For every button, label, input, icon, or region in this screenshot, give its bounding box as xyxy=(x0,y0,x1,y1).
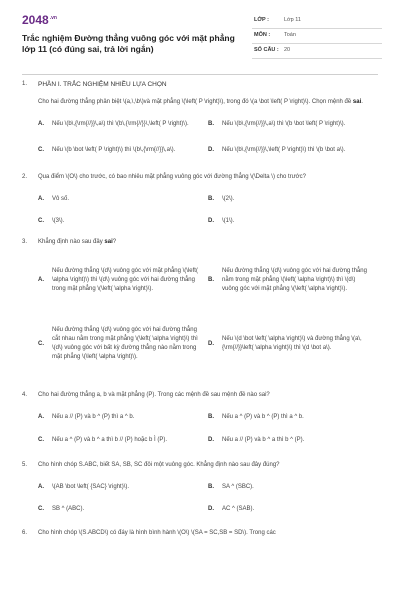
options xyxy=(38,406,378,452)
options xyxy=(38,111,378,163)
option-a[interactable]: A. Vô số. xyxy=(38,195,70,202)
page-title: Trắc nghiệm Đường thẳng vuông góc với mặt phẳng lớp 11 (có đúng sai, trả lời ngắn) xyxy=(22,33,235,54)
option-a[interactable]: A. Nếu \(b\,{\rm{//}}\,a\) thì \(b\,{\rm{//}}\,\left( P \right)\). xyxy=(38,120,189,127)
option-b[interactable]: B. Nếu đường thẳng \(d\) vuông góc với hai đường thẳng nằm trong mặt phẳng \(\left( \alpha \right)\) thì \(d\) vuông góc với mặt phẳng \(\left( \alpha \right)\). xyxy=(208,267,367,292)
question-number: 4. xyxy=(22,392,28,398)
header-divider xyxy=(22,74,378,75)
question-list xyxy=(22,80,378,538)
question-2 xyxy=(22,173,378,232)
quiz-meta xyxy=(252,14,382,59)
option-d[interactable]: D. Nếu a // (P) và b ^ a thì b ^ (P). xyxy=(208,437,305,443)
option-c[interactable]: C. Nếu a ^ (P) và b ^ a thì b // (P) hoặc b Ì (P). xyxy=(38,437,168,443)
question-number: 5. xyxy=(22,462,28,468)
question-text: Khẳng định nào sau đây sai? xyxy=(38,239,117,245)
question-5 xyxy=(22,461,378,520)
option-b[interactable]: B. SA ^ (SBC). xyxy=(208,483,254,490)
option-c[interactable]: C. SB ^ (ABC). xyxy=(38,505,85,512)
site-logo[interactable]: $2048^{.vn}$ xyxy=(22,13,57,27)
meta-count: SỐ CÂU : 20 xyxy=(252,44,382,59)
question-text: Cho hình chóp \(S.ABCD\) có đáy là hình bình hành \(O\) \(SA = SC,SB = SD\). Trong các xyxy=(38,530,276,536)
question-number: 1. xyxy=(22,81,28,87)
option-b[interactable]: B. Nếu a ^ (P) và b ^ (P) thì a ^ b. xyxy=(208,414,304,420)
options xyxy=(38,253,378,381)
question-number: 2. xyxy=(22,174,28,180)
option-c[interactable]: C. \(3\). xyxy=(38,217,65,224)
options xyxy=(38,188,378,232)
question-text: Qua điểm \(O\) cho trước, có bao nhiêu mặt phẳng vuông góc với đường thẳng \(\Delta \) cho trước? xyxy=(38,174,306,180)
question-number: 3. xyxy=(22,239,28,245)
section-heading: PHẦN I. TRẮC NGHIỆM NHIỀU LỰA CHỌN xyxy=(38,81,167,88)
option-d[interactable]: D. AC ^ (SAB). xyxy=(208,505,255,512)
question-1 xyxy=(22,80,378,163)
option-d[interactable]: D. Nếu \(b\,{\rm{//}}\,\left( P \right)\) thì \(b \bot a\). xyxy=(208,146,346,153)
question-3 xyxy=(22,238,378,381)
option-a[interactable]: A. Nếu a // (P) và b ^ (P) thì a ^ b. xyxy=(38,414,135,420)
question-number: 6. xyxy=(22,530,28,536)
option-d[interactable]: D. \(1\). xyxy=(208,217,235,224)
option-b[interactable]: B. \(2\). xyxy=(208,195,235,202)
question-4 xyxy=(22,391,378,452)
option-a[interactable]: A. \(AB \bot \left( {SAC} \right)\). xyxy=(38,483,130,490)
question-6 xyxy=(22,529,378,538)
option-d[interactable]: D. Nếu \(d \bot \left( \alpha \right)\) và đường thẳng \(a\,{\rm{//}}\left( \alpha \right)\) thì \(d \bot a\). xyxy=(208,336,362,351)
question-text: Cho hình chóp S.ABC, biết SA, SB, SC đôi một vuông góc. Khẳng định nào sau đây đúng? xyxy=(38,462,280,468)
option-c[interactable]: C. Nếu \(b \bot \left( P \right)\) thì \(b\,{\rm{//}}\,a\). xyxy=(38,146,176,153)
page-header xyxy=(0,0,400,66)
option-b[interactable]: B. Nếu \(b\,{\rm{//}}\,a\) thì \(b \bot \left( P \right)\). xyxy=(208,120,346,127)
meta-subject: MÔN : Toán xyxy=(252,29,382,44)
meta-class: LỚP : Lớp 11 xyxy=(252,14,382,29)
option-a[interactable]: A. Nếu đường thẳng \(d\) vuông góc với mặt phẳng \(\left( \alpha \right)\) thì \(d\) vuông góc với hai đường thẳng trong mặt phẳng \(\left( \alpha \right)\). xyxy=(38,267,198,292)
options xyxy=(38,476,378,520)
option-c[interactable]: C. Nếu đường thẳng \(d\) vuông góc với hai đường thẳng cắt nhau nằm trong mặt phẳng \(\left( \alpha \right)\) thì \(d\) vuông góc với bất kỳ đường thẳng nào nằm trong mặt phẳng \(\left( \alpha \right)\). xyxy=(38,327,198,360)
question-text: Cho hai đường thẳng phân biệt \(a,\,\b\)và mặt phẳng \(\left( P \right)\), trong đó \(a \bot \left( P \right)\). Chọn mệnh đề sai. xyxy=(38,99,363,105)
question-text: Cho hai đường thẳng a, b và mặt phẳng (P). Trong các mệnh đề sau mệnh đề nào sai? xyxy=(38,392,270,398)
